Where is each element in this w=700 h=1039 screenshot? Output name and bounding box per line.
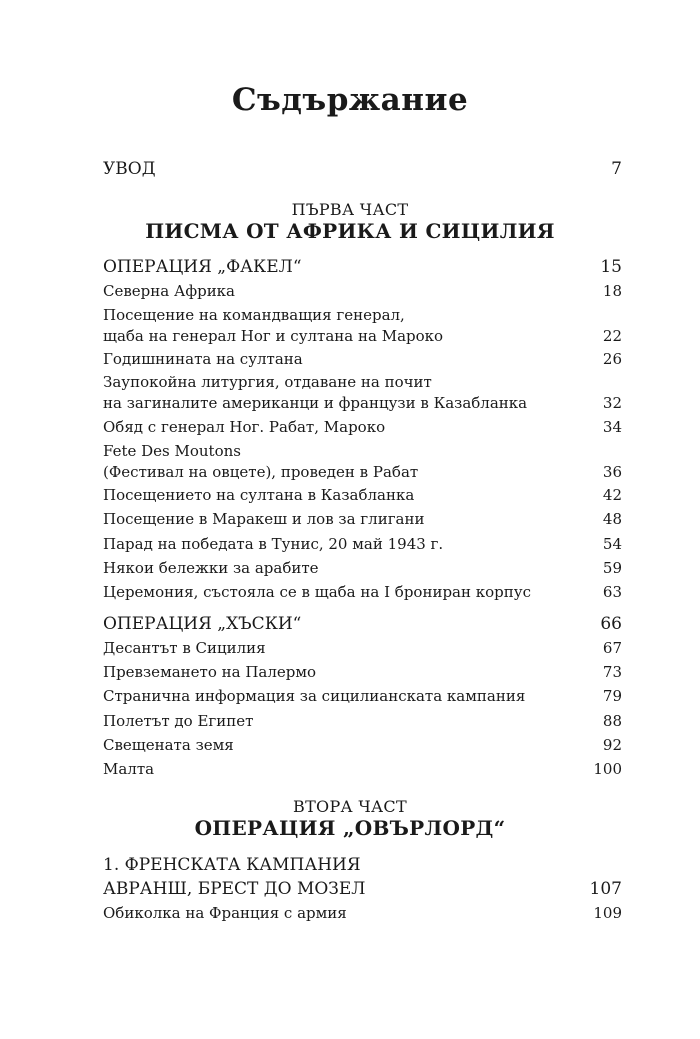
toc-entry-label: Заупокойна литургия, отдаване на почит на загиналите американци и французи в Казабланка: [103, 373, 528, 412]
toc-entry[interactable]: [103, 903, 622, 924]
toc-entry[interactable]: [103, 686, 622, 707]
toc-entry-label: УВОД: [103, 159, 156, 179]
toc-entry-page: 88: [602, 712, 622, 730]
toc-section-french-campaign[interactable]: [103, 853, 622, 901]
toc-section-page: 107: [589, 879, 622, 899]
toc-entry[interactable]: [103, 662, 622, 683]
toc-entry-label: Свещената земя: [103, 736, 234, 754]
toc-entry[interactable]: [103, 638, 622, 659]
toc-section-page: 66: [600, 614, 622, 634]
toc-entry-label: Северна Африка: [103, 282, 236, 300]
part-two-label: ВТОРА ЧАСТ: [293, 797, 407, 816]
part-one-title: ПИСМА ОТ АФРИКА И СИЦИЛИЯ: [145, 219, 555, 243]
toc-entry[interactable]: [103, 417, 622, 438]
toc-entry[interactable]: [103, 735, 622, 756]
toc-entry[interactable]: [103, 558, 622, 579]
toc-entry-label: Церемония, състояла се в щаба на I брониран корпус: [103, 583, 531, 601]
toc-entry-page: 32: [602, 394, 622, 412]
toc-entry-label: Обиколка на Франция с армия: [103, 904, 347, 922]
toc-entry[interactable]: [103, 759, 622, 780]
toc-section-husky[interactable]: [103, 614, 622, 634]
toc-entry[interactable]: [103, 582, 622, 603]
toc-section-torch[interactable]: [103, 257, 622, 277]
toc-entry[interactable]: [103, 372, 622, 414]
toc-entry[interactable]: [103, 281, 622, 302]
part-one-label: ПЪРВА ЧАСТ: [291, 200, 409, 219]
toc-entry-intro[interactable]: [103, 159, 622, 179]
toc-section-label: ОПЕРАЦИЯ „ХЪСКИ“: [103, 614, 302, 634]
toc-entry-page: 42: [602, 486, 622, 504]
toc-entry-page: 36: [602, 463, 622, 481]
toc-entry-label: Посещението на султана в Казабланка: [103, 486, 415, 504]
toc-entry[interactable]: [103, 305, 622, 347]
part-two-title: ОПЕРАЦИЯ „ОВЪРЛОРД“: [194, 816, 506, 840]
toc-entry-page: 100: [593, 760, 622, 778]
toc-entry-page: 18: [602, 282, 622, 300]
toc-section-label: ОПЕРАЦИЯ „ФАКЕЛ“: [103, 257, 302, 277]
toc-entry-page: 73: [602, 663, 622, 681]
toc-entry-label: Fete Des Moutons (Фестивал на овцете), проведен в Рабат: [103, 442, 419, 481]
toc-entry-page: 26: [602, 350, 622, 368]
toc-entry[interactable]: [103, 349, 622, 370]
toc-entry-label: Посещение в Маракеш и лов за глигани: [103, 510, 425, 528]
toc-entry-label: Годишнината на султана: [103, 350, 303, 368]
toc-entry-label: Превземането на Палермо: [103, 663, 317, 681]
toc-entry-page: 79: [602, 687, 622, 705]
page-title: Съдържание: [231, 82, 469, 118]
toc-entry-page: 67: [602, 639, 622, 657]
toc-entry[interactable]: [103, 441, 622, 483]
toc-entry-page: 54: [602, 535, 622, 553]
toc-entry-label: Парад на победата в Тунис, 20 май 1943 г.: [103, 535, 444, 553]
toc-entry-label: Десантът в Сицилия: [103, 639, 266, 657]
toc-entry-label: Малта: [103, 760, 155, 778]
toc-entry[interactable]: [103, 534, 622, 555]
toc-entry-page: 48: [602, 510, 622, 528]
toc-entry-page: 7: [611, 159, 622, 179]
toc-entry-label: Посещение на командващия генерал, щаба на генерал Ног и султана на Мароко: [103, 306, 444, 345]
toc-entry[interactable]: [103, 509, 622, 530]
toc-section-label: 1. ФРЕНСКАТА КАМПАНИЯ АВРАНШ, БРЕСТ ДО МОЗЕЛ: [103, 855, 366, 899]
toc-entry-page: 59: [602, 559, 622, 577]
toc-entry-page: 92: [602, 736, 622, 754]
toc-entry-label: Полетът до Египет: [103, 712, 254, 730]
toc-section-page: 15: [600, 257, 622, 277]
toc-entry[interactable]: [103, 711, 622, 732]
toc-entry-page: 34: [602, 418, 622, 436]
toc-entry-label: Обяд с генерал Ног. Рабат, Мароко: [103, 418, 386, 436]
toc-entry-page: 109: [593, 904, 622, 922]
toc-entry-page: 22: [602, 327, 622, 345]
toc-entry-page: 63: [602, 583, 622, 601]
toc-entry[interactable]: [103, 485, 622, 506]
toc-entry-label: Странична информация за сицилианската кампания: [103, 687, 526, 705]
toc-entry-label: Някои бележки за арабите: [103, 559, 319, 577]
